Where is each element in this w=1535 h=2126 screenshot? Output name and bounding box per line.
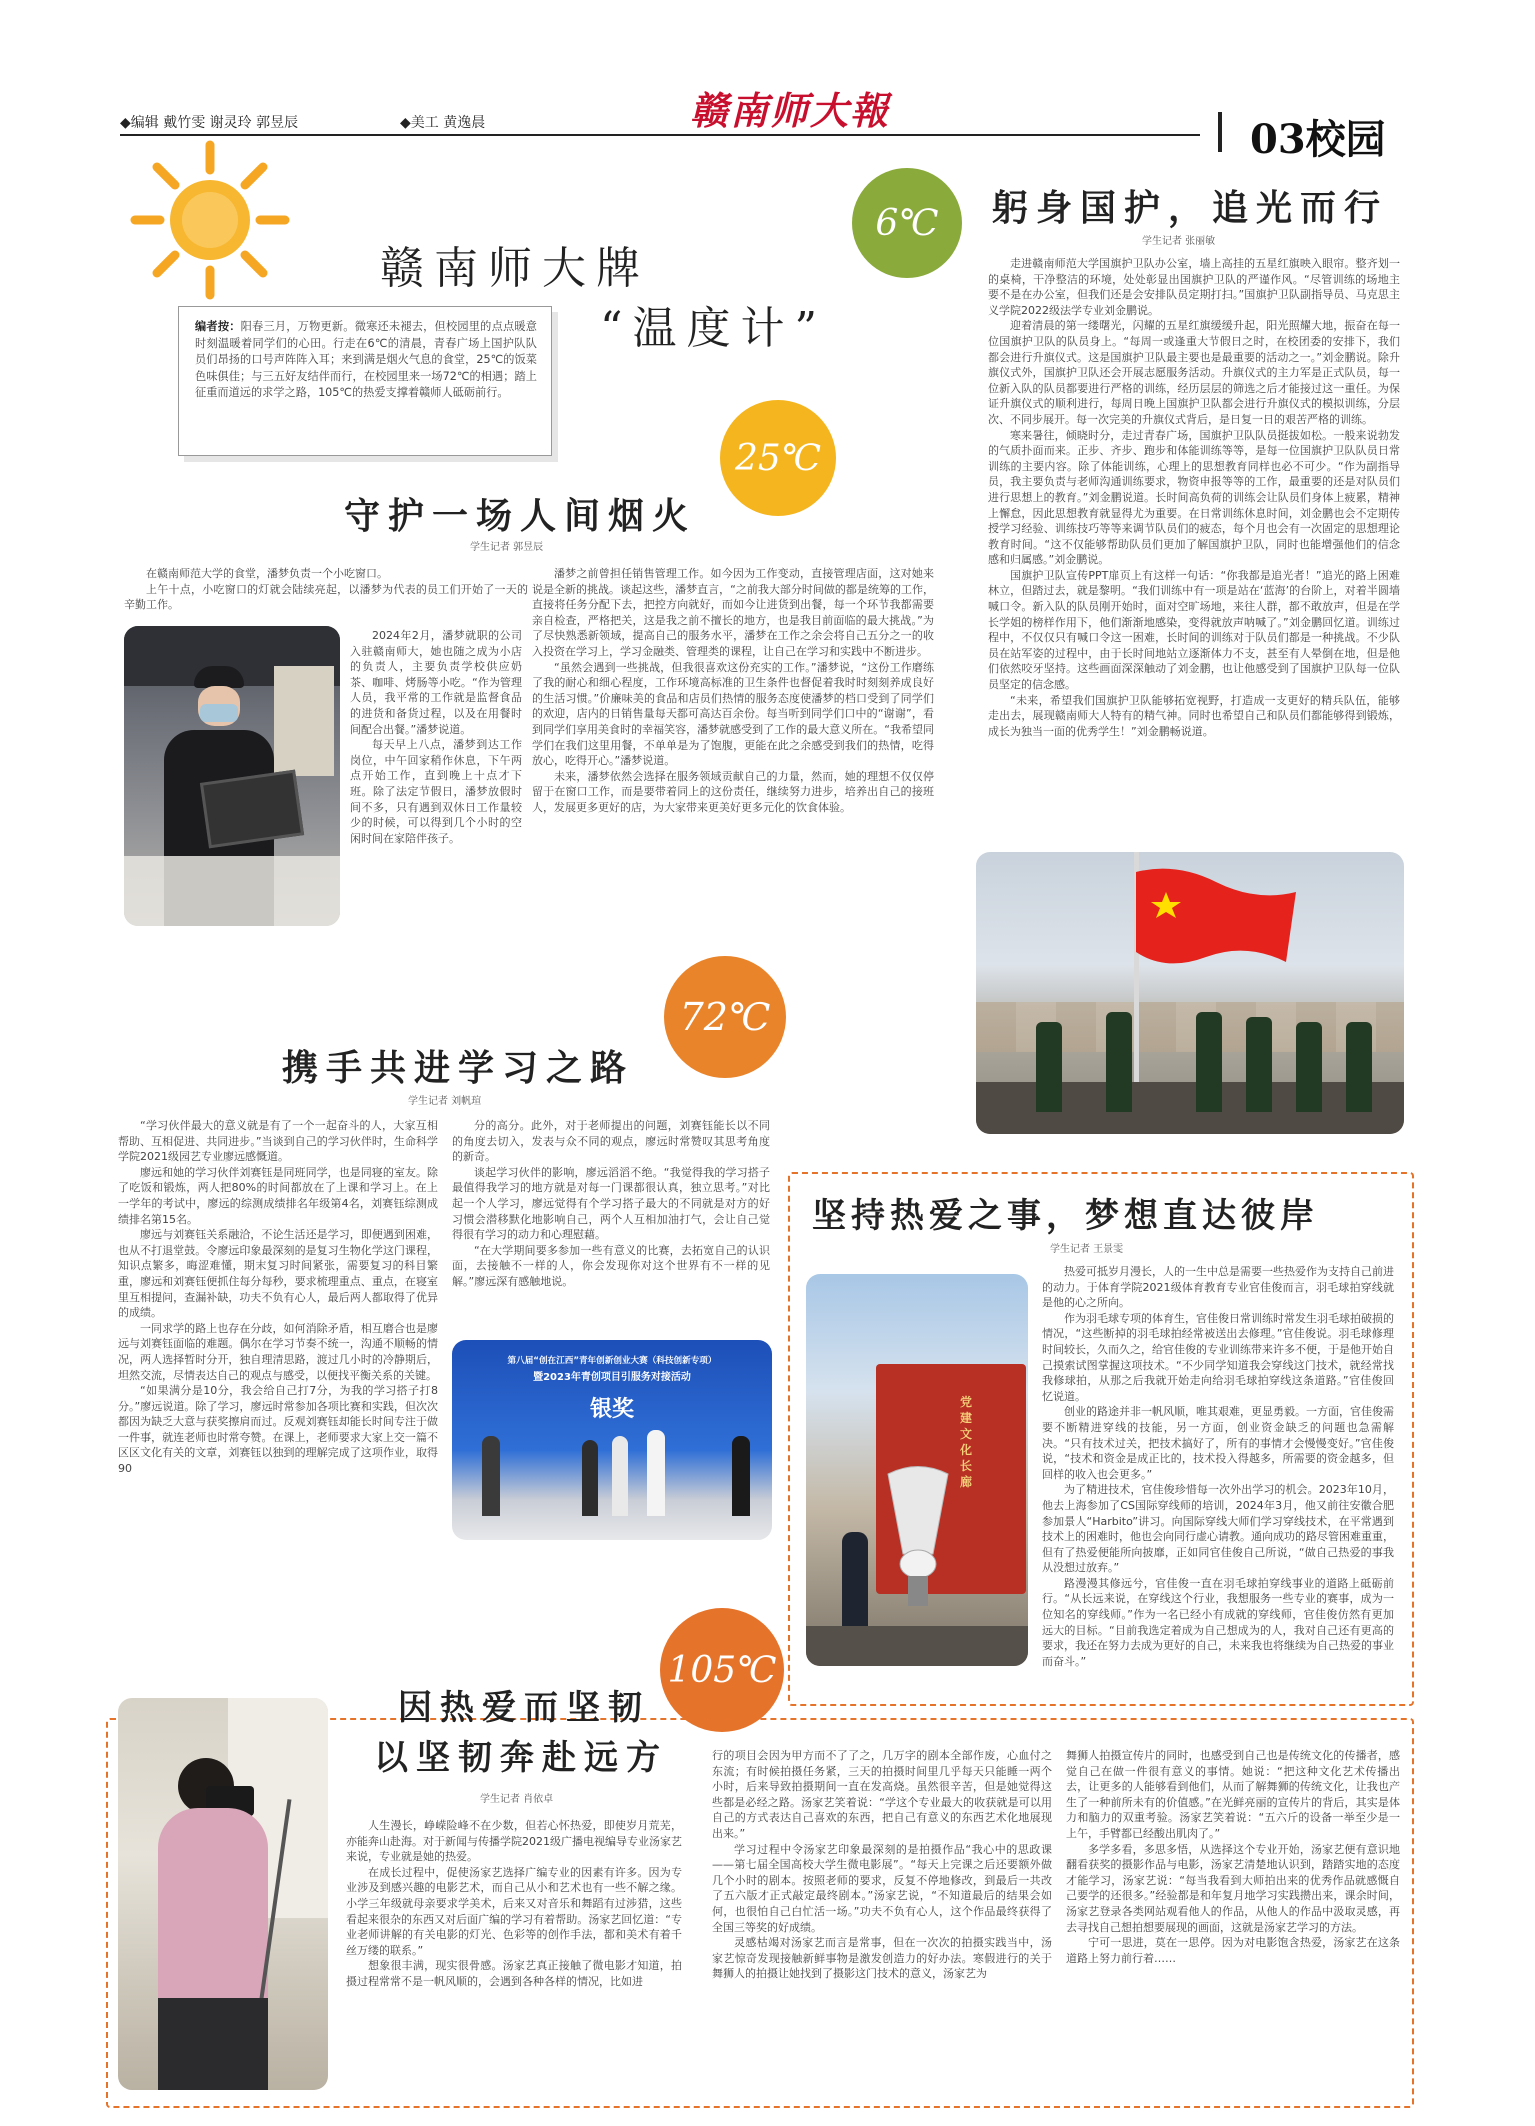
video-paragraph: 在成长过程中，促使汤家艺选择广编专业的因素有许多。因为专业涉及到感兴趣的电影艺术，而自己从小和艺术也有一些不解之缘。小学三年级就母亲要求学美术，后来又对音乐和舞蹈有过涉猎，这些看起来很杂的东西又对后面广编的学习有着帮助。汤家艺回忆道：“专业老师讲解的有关电影的灯光、色彩等的创作手法，都和美术有着千丝万缕的联系。” bbox=[346, 1865, 682, 1957]
study-article-title: 携手共进学习之路 bbox=[282, 1047, 635, 1089]
video-paragraph: 宁可一思进，莫在一思停。因为对电影饱含热爱，汤家艺在这条道路上努力前行着…… bbox=[1066, 1936, 1400, 1965]
study-paragraph: 廖远和她的学习伙伴刘赛钰是同班同学，也是同寝的室友。除了吃饭和锻炼，两人把80%的时间都放在了上课和学习上。在上一学年的考试中，廖远的综测成绩排名年级第4名，刘赛钰综测成绩排名第15名。 bbox=[118, 1165, 438, 1226]
masthead bbox=[0, 0, 1535, 163]
flag-ceremony-photo bbox=[976, 852, 1404, 1134]
video-paragraph: 多学多看，多思多悟，从选择这个专业开始，汤家艺便有意识地翻看获奖的摄影作品与电影，汤家艺清楚地认识到，踏踏实地的态度才能学习，汤家艺说：“每当我看到大师拍出来的优秀作品就感慨自己要学的还很多。”经验都是和年复月地学习实践攒出来，课余时间，汤家艺登录各类网站观看他人的作品，从他人的作品中汲取灵感，再去寻找自己想拍想要展现的画面，这就是汤家艺学习的方法。 bbox=[1066, 1842, 1400, 1934]
feature-title-line2: “温度计” bbox=[600, 303, 827, 354]
editor-note-label: 编者按： bbox=[195, 320, 241, 333]
study-paragraph: 一同求学的路上也存在分歧，如何消除矛盾，相互磨合也是廖远与刘赛钰面临的难题。偶尔在学习节奏不统一，沟通不顺畅的情况，两人选择暂时分开，独自理清思路，渡过几小时的冷静期后，坦然交流，尽情表达自己的观点与感受，以便找平衡关系的关键。 bbox=[118, 1321, 438, 1382]
temp-badge-6: 6℃ bbox=[852, 168, 962, 278]
study-paragraph: 廖远与刘赛钰关系融洽，不论生活还是学习，即便遇到困难，也从不打退堂鼓。令廖远印象最深刻的是复习生物化学这门课程，知识点繁多，晦涩难懂，期末复习时间紧张，需要复习的科目繁重，廖远和刘赛钰便抓住每分每秒，要求梳理重点、重点，在寝室里互相提问，查漏补缺，功夫不负有心人，最后两人都取得了优异的成绩。 bbox=[118, 1228, 438, 1320]
sun-icon bbox=[125, 135, 295, 305]
video-col1 bbox=[346, 1818, 682, 1990]
video-col3 bbox=[1066, 1748, 1400, 1966]
badminton-article-byline: 学生记者 王景雯 bbox=[1050, 1244, 1124, 1255]
flag-paragraph: 迎着清晨的第一缕曙光，闪耀的五星红旗缓缓升起，阳光照耀大地，振奋在每一位国旗护卫队的队员身上。“每周一或逢重大节假日之时，在校团委的安排下，我们都会进行升旗仪式。这是国旗护卫队最主要也是最重要的活动之一。”刘金鹏说。除升旗仪式外，国旗护卫队还会开展志愿服务活动。升旗仪式的主力军是正式队员，每一位新入队的队员都要进行严格的训练，经历层层的筛选之后才能接过这一重任。为保证升旗仪式的顺利进行，每周日晚上国旗护卫队都会进行升旗仪式的模拟训练，分层次、不同步展开。每一次完美的升旗仪式背后，是日复一日的艰苦严格的训练。 bbox=[988, 319, 1400, 426]
designer-credit: ◆美工 黄逸晨 bbox=[400, 115, 486, 131]
badminton-paragraph: 创业的路途并非一帆风顺，唯其艰难，更显勇毅。一方面，官佳俊需要不断精进穿线的技能，另一方面，创业资金缺乏的问题也急需解决。“只有技术过关，把技术搞好了，所有的事情才会慢慢变好。”官佳俊说，“技术和资金是成正比的，技术投入得越多，所需要的资金越多，但回样的收入也会更多。” bbox=[1042, 1405, 1394, 1481]
study-paragraph: 分的高分。此外，对于老师提出的问题，刘赛钰能长以不同的角度去切入，发表与众不同的观点，廖远时常赞叹其思考角度的新奇。 bbox=[452, 1119, 770, 1164]
flag-paragraph: 走进赣南师范大学国旗护卫队办公室，墙上高挂的五星红旗映入眼帘。整齐划一的桌椅，干净整洁的环境，处处彰显出国旗护卫队的严谨作风。“尽管训练的场地主要不是在办公室，但我们还是会安排队员定期打扫。”国旗护卫队副指导员、马克思主义学院2022级法学专业刘金鹏说。 bbox=[988, 257, 1400, 317]
video-col2 bbox=[712, 1748, 1052, 1982]
canteen-paragraph: 未来，潘梦依然会选择在服务领域贡献自己的力量，然而，她的理想不仅仅停留于在窗口工作，而是要带着同上的这份责任，继续努力进步，培养出自己的接班人，发展更多更好的店，为大家带来更美好更多元化的饮食体验。 bbox=[532, 769, 934, 814]
award-banner-line1: 第八届“创在江西”青年创新创业大赛（科技创新专项） bbox=[507, 1356, 717, 1366]
flag-paragraph: 国旗护卫队宣传PPT扉页上有这样一句话：“你我都是追光者！”追光的路上困难林立，但踏过去，就是黎明。“我们训练中有一项是站在‘蓝海’的台阶上，对着半圆墙喊口令。新入队的队员刚开始时，面对空旷场地，来往人群，都不敢放声，但是在学长学姐的榜样作用下，他们渐渐地感染，变得就放声呐喊了。”刘金鹏回忆道。训练过程中，不仅仅只有喊口令这一困难，长时间的训练对于队员们都是一种挑战。不少队员在站军姿的过程中，由于长时间地站立逐渐体力不支，甚至有人晕倒在地，但是他们依然咬牙坚持。这些画面深深触动了刘金鹏，也让他感受到了国旗护卫队每一位队员坚定的信念感。 bbox=[988, 568, 1400, 692]
canteen-intro-paragraph: 上午十点，小吃窗口的灯就会陆续亮起，以潘梦为代表的员工们开始了一天的辛勤工作。 bbox=[124, 582, 528, 612]
canteen-paragraph: “虽然会遇到一些挑战，但我很喜欢这份充实的工作。”潘梦说，“这份工作磨练了我的耐心和细心程度，工作环境高标准的卫生条件也督促着我时时刻刻养成良好的生活习惯。”价廉味美的食品和店员们热情的服务态度使潘梦的档口受到了同学们的欢迎，店内的日销售量每天都可高达百余份。每当听到同学们口中的“谢谢”，看到同学们享用美食时的幸福笑容，潘梦就感受到了工作的最大意义所在。“我希望同学们在我们这里用餐，不单单是为了饱腹，更能在此之余感受到我们的热情，吃得放心，吃得开心。”潘梦说道。 bbox=[532, 660, 934, 768]
study-paragraph: 谈起学习伙伴的影响，廖远滔滔不绝。“我觉得我的学习搭子最值得我学习的地方就是对每一门课都很认真，独立思考。”对比起一个人学习，廖远觉得有个学习搭子最大的不同就是对方的好习惯会潜移默化地影响自己，两个人互相加油打气，会让自己觉得很有学习的动力和心理慰藉。 bbox=[452, 1165, 770, 1242]
editors-credit: ◆编辑 戴竹雯 谢灵玲 郭昱辰 bbox=[120, 115, 299, 131]
canteen-worker-photo bbox=[124, 626, 340, 926]
page-divider-bar bbox=[1218, 112, 1222, 152]
cultural-wall-sign: 党建文化长廊 bbox=[960, 1395, 973, 1489]
badminton-paragraph: 路漫漫其修远兮，官佳俊一直在羽毛球拍穿线事业的道路上砥砺前行。“从长远来说，在穿线这个行业，我想服务一些专业的赛事，成为一位知名的穿线师。”作为一名已经小有成就的穿线师，官佳俊仿然有更加远大的目标。“目前我选定着成为自己想成为的人，我对自己还有更高的要求，我还在努力去成为更好的自己，未来我也将继续为自己热爱的事业而奋斗。” bbox=[1042, 1576, 1394, 1668]
badminton-sculpture-photo bbox=[806, 1274, 1028, 1666]
video-paragraph: 行的项目会因为甲方而不了了之，几万字的剧本全部作废，心血付之东流；有时候拍摄任务紧，三天的拍摄时间里几乎每天只能睡一两个小时，后来导致拍摄期间一直在发高烧。虽然很辛苦，但是她觉得这些都是必经之路。汤家艺笑着说：“学这个专业最大的收获就是可以用自己的方式表达自己喜欢的东西，把自己有意义的东西艺术化地展现出来。” bbox=[712, 1749, 1052, 1840]
award-stage-photo bbox=[452, 1340, 772, 1540]
badminton-paragraph: 为了精进技术，官佳俊珍惜每一次外出学习的机会。2023年10月，他去上海参加了CS国际穿线师的培训，2024年3月，他又前往安徽合肥参加景人“Harbito”讲习。向国际穿线大师们学习穿线技术，在平常遇到技术上的困难时，他也会向同行虚心请教。通向成功的路尽管困难重重，但有了热爱便能所向披靡，正如同官佳俊自己所说，“做自己热爱的事我从没想过放弃。” bbox=[1042, 1483, 1394, 1575]
editor-note-box bbox=[178, 306, 552, 456]
canteen-article-byline: 学生记者 郭昱辰 bbox=[470, 542, 544, 553]
flag-article-title: 躬身国护，追光而行 bbox=[992, 187, 1389, 229]
badminton-article-title: 坚持热爱之事，梦想直达彼岸 bbox=[812, 1196, 1319, 1236]
badminton-paragraph: 热爱可抵岁月漫长，人的一生中总是需要一些热爱作为支持自己前进的动力。于体育学院2021级体育教育专业官佳俊而言，羽毛球拍穿线就是他的心之所向。 bbox=[1042, 1265, 1394, 1310]
study-article-byline: 学生记者 刘帆瑄 bbox=[408, 1096, 482, 1107]
flag-article-byline: 学生记者 张丽敏 bbox=[1142, 236, 1216, 247]
flag-paragraph: 寒来暑往，倾晓时分，走过青春广场，国旗护卫队队员挺拔如松。一般来说勃发的气质扑面而来。正步、齐步、跑步和体能训练等等，是每一位国旗护卫队队员日常训练的主要内容。除了体能训练，心理上的思想教育同样也必不可少。“作为副指导员，我主要负责与老师沟通训练要求，物资申报等等的工作，最重要的还是对队员们进行思想上的教育。”刘金鹏说道。长时间高负荷的训练会让队员们身体上疲累，精神上懈怠，因此思想教育就显得尤为重要。在日常训练休息时间，刘金鹏也会不定期传授学习经验、训练技巧等等来调节队员们的疲态，每个月也会有一次固定的思想理论教育时间。“这不仅能够帮助队员们更加了解国旗护卫队，同时也能增强他们的信念感和归属感。”刘金鹏说。 bbox=[988, 428, 1400, 567]
study-left-column bbox=[118, 1118, 438, 1477]
canteen-intro-paragraph: 在赣南师范大学的食堂，潘梦负责一个小吃窗口。 bbox=[146, 567, 388, 580]
canteen-left-column bbox=[350, 628, 522, 846]
canteen-article-title: 守护一场人间烟火 bbox=[344, 495, 697, 537]
canteen-right-column bbox=[532, 566, 934, 816]
temp-badge-72: 72℃ bbox=[664, 956, 786, 1078]
video-article-byline: 学生记者 肖依卓 bbox=[480, 1794, 554, 1805]
video-paragraph: 舞狮人拍摄宣传片的同时，也感受到自己也是传统文化的传播者，感觉自己在做一件很有意义的事情。她说：“把这种文化艺术传播出去，让更多的人能够看到他们，从而了解舞狮的传统文化，让我也产生了一种前所未有的价值感。”在光鲜亮丽的宣传片的背后，其实是体力和脑力的双重考验。汤家艺笑着说：“五六斤的设备一举至少是一上午，手臂都已经酸出肌肉了。” bbox=[1066, 1749, 1400, 1840]
video-paragraph: 灵感枯竭对汤家艺而言是常事，但在一次次的拍摄实践当中，汤家艺惊奇发现接触新鲜事物是激发创造力的好办法。寒假进行的关于舞狮人的拍摄让她找到了摄影这门技术的意义，汤家艺为 bbox=[712, 1936, 1052, 1981]
canteen-intro bbox=[124, 566, 528, 613]
feature-title-line1: 赣南师大牌 bbox=[380, 243, 650, 294]
video-article-title-line1: 因热爱而坚韧 bbox=[398, 1688, 650, 1728]
study-right-column bbox=[452, 1118, 770, 1290]
study-paragraph: “学习伙伴最大的意义就是有了一个一起奋斗的人，大家互相帮助、互相促进、共同进步。”当谈到自己的学习伙伴时，生命科学学院2021级园艺专业廖远感慨道。 bbox=[118, 1119, 438, 1164]
study-paragraph: “在大学期间要多参加一些有意义的比赛，去拓宽自己的认识面，去接触不一样的人，你会发现你对这个世界有不一样的见解。”廖远深有感触地说。 bbox=[452, 1243, 770, 1288]
flag-article-body bbox=[988, 256, 1400, 739]
flag-paragraph: “未来，希望我们国旗护卫队能够拓宽视野，打造成一支更好的精兵队伍，能够走出去，展现赣南师大人特有的精气神。同时也希望自己和队员们都能够得到锻炼，成长为独当一面的优秀学生！”刘金鹏畅说道。 bbox=[988, 693, 1400, 738]
editor-note-text: 阳春三月，万物更新。微寒还未褪去，但校园里的点点暖意时刻温暖着同学们的心田。行走在6℃的清晨，青春广场上国护队队员们昂扬的口号声阵阵入耳；来到满是烟火气息的食堂，25℃的饭菜色味俱佳；与三五好友结伴而行，在校园里来一场72℃的相遇；踏上征重而道远的求学之路，105℃的热爱支撑着赣师人砥砺前行。 bbox=[195, 320, 537, 399]
award-banner-line2: 暨2023年青创项目引服务对接活动 bbox=[533, 1372, 691, 1383]
badminton-article-body bbox=[1042, 1264, 1394, 1669]
canteen-paragraph: 每天早上八点，潘梦到达工作岗位，中午回家稍作休息，下午两点开始工作，直到晚上十点才下班。除了法定节假日，潘梦放假时间不多，只有遇到双休日工作量较少的时候，可以得到几个小时的空闲时间在家陪伴孩子。 bbox=[350, 738, 522, 845]
video-paragraph: 学习过程中令汤家艺印象最深刻的是拍摄作品“我心中的思政课——第七届全国高校大学生微电影展”。“每天上完课之后还要额外做几个小时的剧本。按照老师的要求，反复不停地修改，到最后一共改了五六版才正式敲定最终剧本。”汤家艺说，“不知道最后的结果会如何，也很怕自己白忙活一场。”功夫不负有心人，这个作品最终获得了全国三等奖的好成绩。 bbox=[712, 1842, 1052, 1934]
video-paragraph: 想象很丰满，现实很骨感。汤家艺真正接触了微电影才知道，拍摄过程常常不是一帆风顺的，会遇到各种各样的情况，比如进 bbox=[346, 1959, 682, 1988]
camera-student-photo bbox=[118, 1698, 328, 2090]
canteen-paragraph: 2024年2月，潘梦就职的公司入驻赣南师大，她也随之成为小店的负责人，主要负责学校供应奶茶、咖啡、烤肠等小吃。“作为管理人员，我平常的工作就是监督食品的进货和备货过程，以及在用餐时间配合出餐。”潘梦说道。 bbox=[350, 629, 522, 736]
temp-badge-25: 25℃ bbox=[720, 400, 836, 516]
award-banner-text: 银奖 bbox=[589, 1397, 634, 1422]
page-label: 03校园 bbox=[1250, 116, 1386, 163]
canteen-paragraph: 潘梦之前曾担任销售管理工作。如今因为工作变动，直接管理店面，这对她来说是全新的挑战。谈起这些，潘梦直言，“之前我大部分时间做的都是统筹的工作，直接将任务分配下去，把控方向就好，而如今让进货到出餐，每一个环节我都需要亲自检查，严格把关，这是我之前不擅长的地方，也是我目前面临的最大挑战。”为了尽快熟悉新领域，提高自己的服务水平，潘梦在工作之余会将自己五分之一的收入投资在学习上，学习金融类、管理类的课程，让自己在学习和实践中不断进步。 bbox=[532, 567, 934, 658]
newspaper-logo: 赣南师大報 bbox=[690, 88, 891, 133]
temp-badge-105: 105℃ bbox=[660, 1608, 784, 1732]
video-article-title-line2: 以坚韧奔赴远方 bbox=[374, 1738, 668, 1778]
video-paragraph: 人生漫长，峥嵘险峰不在少数，但若心怀热爱，即使岁月荒芜，亦能奔山赴海。对于新闻与传播学院2021级广播电视编导专业汤家艺来说，专业就是她的热爱。 bbox=[346, 1819, 682, 1864]
study-paragraph: “如果满分是10分，我会给自己打7分，为我的学习搭子打8分。”廖远说道。除了学习，廖远时常参加各项比赛和实践，但次次都因为缺乏大意与获奖擦肩而过。反观刘赛钰却能长时间专注于做一件事，就连老师也时常夸赞。在课上，老师要求大家上交一篇不区区文化有关的文章，刘赛钰以独到的理解完成了这项作业，取得90 bbox=[118, 1384, 438, 1476]
badminton-paragraph: 作为羽毛球专项的体育生，官佳俊日常训练时常发生羽毛球拍破损的情况，“这些断掉的羽毛球拍经常被送出去修理。”官佳俊说。羽毛球修理时间较长，久而久之，给官佳俊的专业训练带来许多不便，于是他开始自己摸索试图掌握这项技术。“不少同学知道我会穿线这门技术，就经常找我修球拍，从那之后我就开始走向给羽毛球拍穿线这条道路。”官佳俊回忆说道。 bbox=[1042, 1311, 1394, 1403]
